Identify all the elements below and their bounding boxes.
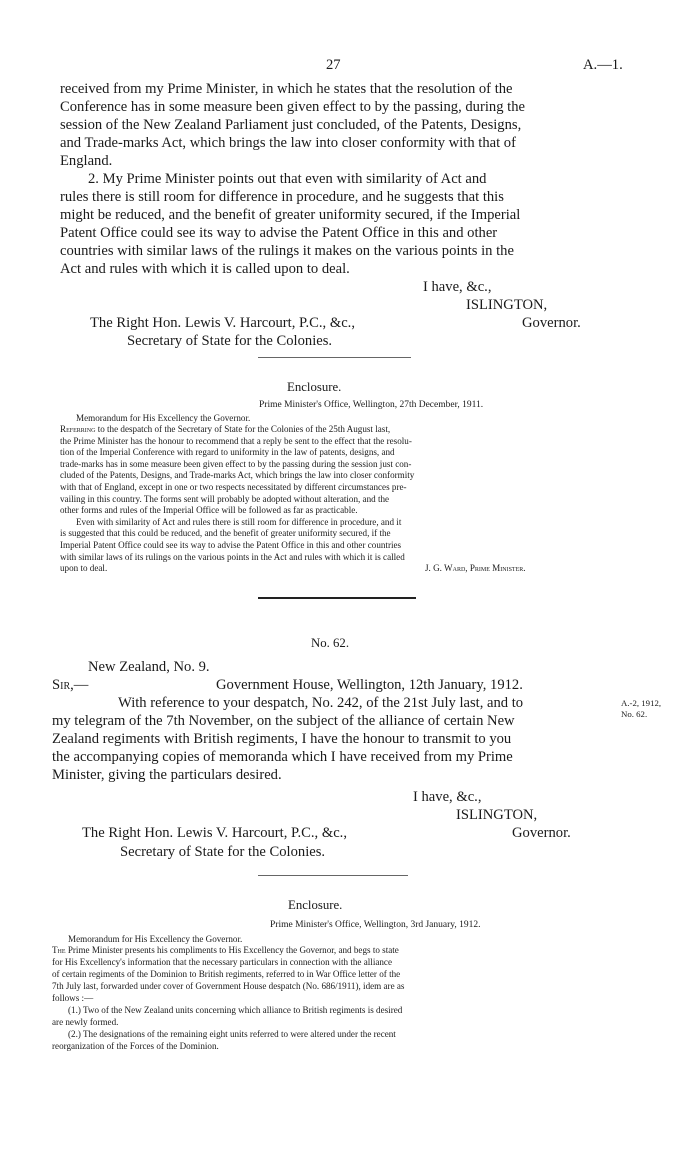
memo-heading: Memorandum for His Excellency the Governor. [76,413,251,423]
body-line: trade-marks has in some measure been given effect to by the passing during the session just con- [60,458,412,469]
page-number: 27 [326,57,341,73]
body-line: and Trade-marks Act, which brings the law into closer conformity with that of [60,135,516,151]
dispatch-ref: New Zealand, No. 9. [88,659,210,675]
body-line: Minister, giving the particulars desired. [52,767,282,783]
body-line: with that of England, except in one or two respects necessitated by different circumstances pre- [60,482,407,492]
signature-name: ISLINGTON, [466,297,548,313]
body-line: Patent Office could see its way to advise the Patent Office in this and other [60,225,498,241]
margin-note: A.-2, 1912, [621,698,662,708]
body-line: England. [60,153,113,169]
body-line: With reference to your despatch, No. 242, of the 21st July last, and to [118,695,524,711]
body-line: Imperial Patent Office could see its way to advise the Patent Office in this and other countries [60,540,402,550]
body-line: the accompanying copies of memoranda which I have received from my Prime [52,749,513,765]
addressee-line: Secretary of State for the Colonies. [127,333,333,349]
body-line: Act and rules with which it is called upon to deal. [60,261,350,277]
body-line: follows :— [52,993,94,1003]
closing: I have, &c., [413,789,482,805]
body-line: Zealand regiments with British regiments, I have the honour to transmit to you [52,731,512,747]
body-line: tion of the Imperial Conference with regard to uniformity in the law of patents, designs, and [60,447,395,458]
lead-word: Referring [60,424,96,434]
divider [258,875,408,876]
body-line: cluded of the Patents, Designs, and Trade-marks Act, which brings the law into closer conformity [60,470,415,481]
body-line: the Prime Minister has the honour to recommend that a reply be sent to the effect that the resolu- [60,435,412,446]
body-line: reorganization of the Forces of the Dominion. [52,1041,219,1051]
enclosure-heading: Enclosure. [287,380,342,394]
lead-word: The [52,945,66,955]
body-line: (1.) Two of the New Zealand units concerning which alliance to British regiments is desired [68,1005,403,1015]
body-line: is suggested that this could be reduced, and the benefit of greater uniformity secured, if the [60,528,391,539]
signature-title: Governor. [522,315,581,331]
body-line: rules there is still room for difference in procedure, and he suggests that this [60,189,504,205]
body-line: might be reduced, and the benefit of greater uniformity secured, if the Imperial [60,207,521,223]
addressee-line: The Right Hon. Lewis V. Harcourt, P.C., &c., [82,825,347,841]
document-reference: A.—1. [583,57,623,73]
body-line: with similar laws of its rulings on the various points in the Act and rules with which it is called [60,551,405,562]
addressee-line: The Right Hon. Lewis V. Harcourt, P.C., &c., [90,315,355,331]
signoff [425,563,526,574]
body-line: vailing in this country. The forms sent will probably be adopted without alteration, and the [60,493,390,504]
body-line: for His Excellency's information that the necessary particulars in connection with the alliance [52,957,393,967]
addressee-line: Secretary of State for the Colonies. [120,844,326,860]
closing: I have, &c., [423,279,492,295]
salutation [52,676,88,695]
dateline: Prime Minister's Office, Wellington, 27th December, 1911. [259,400,484,410]
body-line [60,424,390,435]
body-line: countries with similar laws of the rulings it makes on the various points in the [60,243,514,259]
body-line: upon to deal. [60,563,108,574]
body-line: other forms and rules of the Imperial Office will be followed as far as practicable. [60,505,358,516]
signoff-text: J. G. Ward, Prime Minister. [425,563,526,573]
body-line: Even with similarity of Act and rules there is still room for difference in procedure, and it [76,516,402,527]
body-line: Conference has in some measure been given effect to by the passing, during the [60,99,525,115]
body-line: session of the New Zealand Parliament just concluded, of the Patents, Designs, [60,117,522,133]
signature-name: ISLINGTON, [456,807,538,823]
memo-heading: Memorandum for His Excellency the Governor. [68,934,243,944]
margin-note: No. 62. [621,709,648,719]
body-line [52,945,399,956]
despatch-number: No. 62. [311,636,350,650]
line-text: to the despatch of the Secretary of State for the Colonies of the 25th August last, [97,424,391,434]
section-divider [258,597,416,599]
body-line: 7th July last, forwarded under cover of Government House despatch (No. 686/1911), idem are as [52,981,405,991]
divider [258,357,411,358]
place-date: Government House, Wellington, 12th January, 1912. [216,677,523,693]
enclosure-heading: Enclosure. [288,898,343,912]
body-line: (2.) The designations of the remaining eight units referred to were altered under the recent [68,1029,396,1039]
body-line: of certain regiments of the Dominion to British regiments, referred to in War Office letter of the [52,969,401,979]
salutation-text: Sir,— [52,677,89,693]
line-text: Prime Minister presents his compliments to His Excellency the Governor, and begs to state [67,945,399,955]
body-line: are newly formed. [52,1017,119,1027]
signature-title: Governor. [512,825,571,841]
body-line: received from my Prime Minister, in which he states that the resolution of the [60,81,513,97]
body-line: 2. My Prime Minister points out that even with similarity of Act and [88,171,487,187]
body-line: my telegram of the 7th November, on the subject of the alliance of certain New [52,713,515,729]
dateline: Prime Minister's Office, Wellington, 3rd January, 1912. [270,920,481,930]
